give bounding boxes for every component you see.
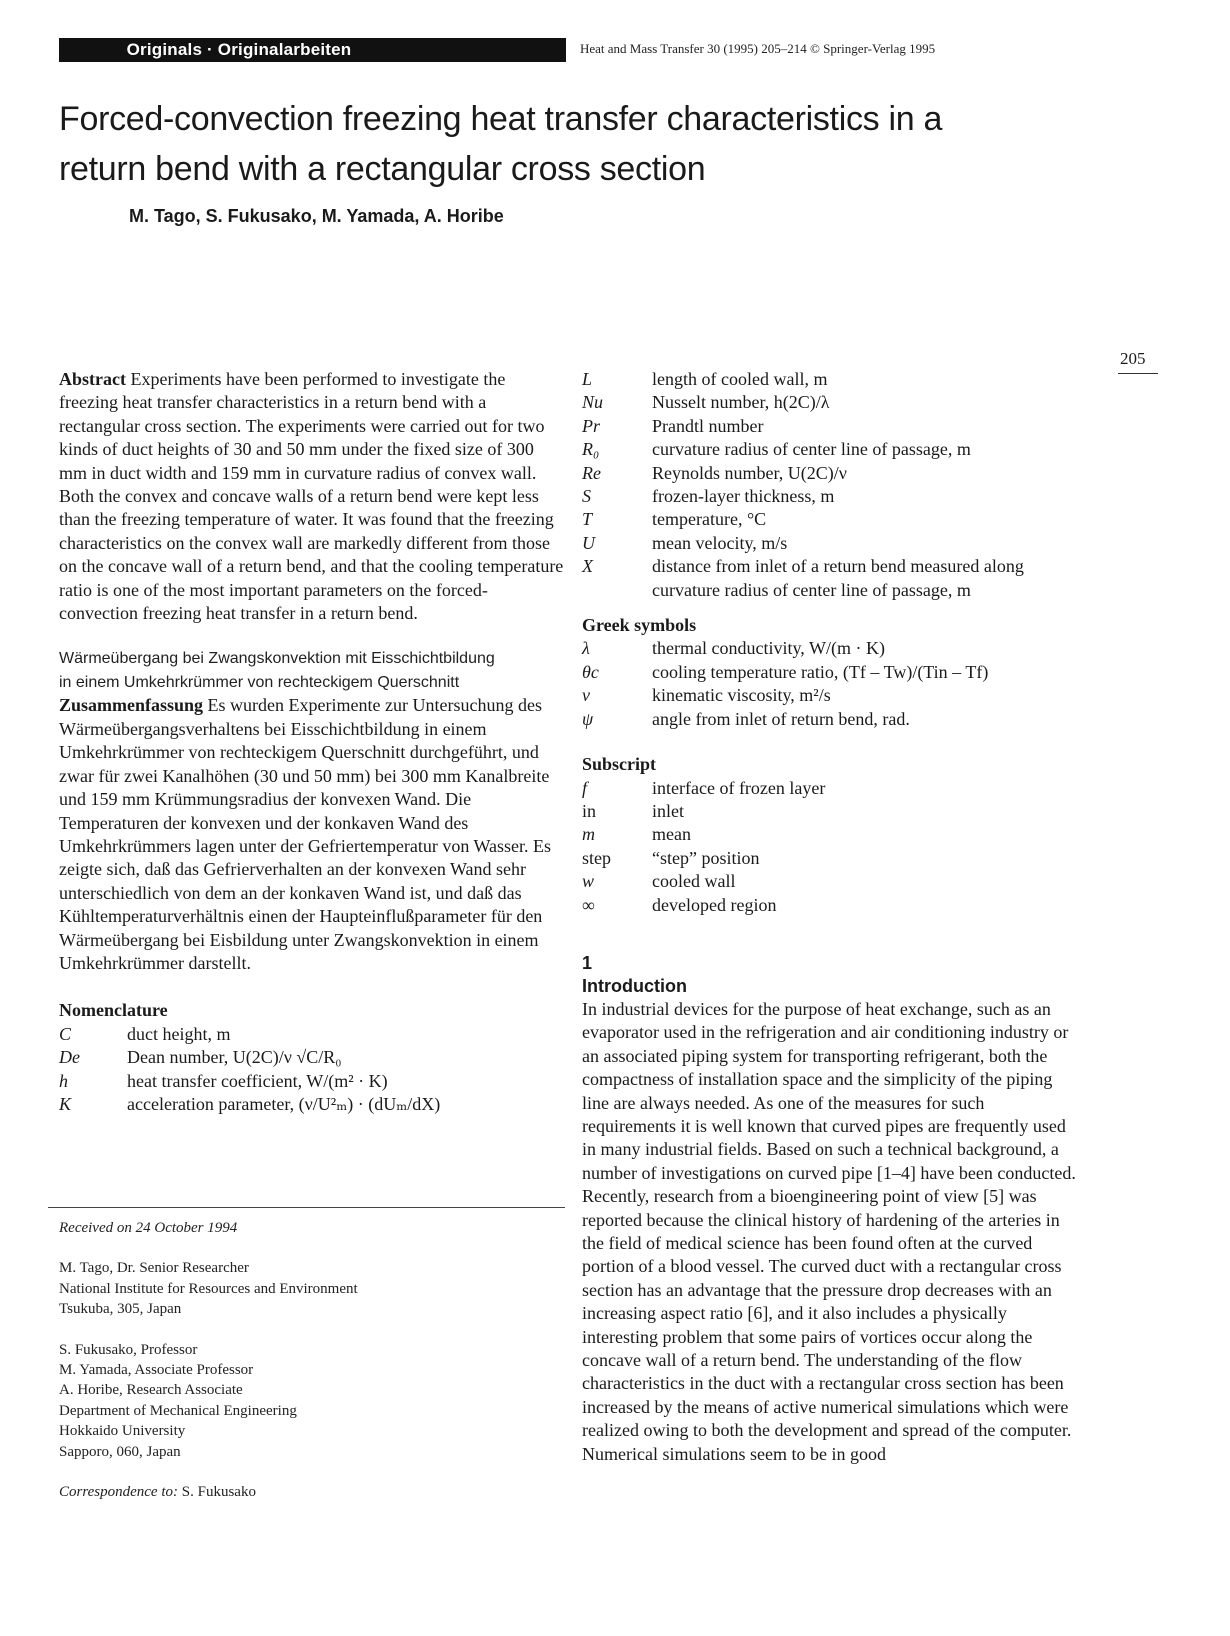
nomenclature-row: [59, 1093, 564, 1116]
subscript-definition: cooled wall: [652, 871, 736, 892]
nomenclature-row: [582, 368, 1082, 391]
article-authors: M. Tago, S. Fukusako, M. Yamada, A. Horibe: [129, 206, 504, 226]
nomenclature-definition: Dean number, U(2C)/ν √C/R₀: [127, 1047, 342, 1068]
greek-symbol: ψ: [582, 708, 594, 729]
nomenclature-symbol: C: [59, 1023, 72, 1044]
nomenclature-row: [59, 1046, 564, 1069]
nomenclature-symbol: Re: [582, 462, 601, 483]
greek-definition: thermal conductivity, W/(m · K): [652, 638, 885, 659]
affiliation-line: Tsukuba, 305, Japan: [59, 1301, 182, 1318]
nomenclature-definition: duct height, m: [127, 1023, 231, 1044]
german-abstract: [59, 694, 564, 975]
page-number: 205: [1120, 349, 1146, 368]
affiliation-line: Sapporo, 060, Japan: [59, 1443, 181, 1460]
left-column: [59, 368, 564, 1116]
nomenclature-row: [59, 1023, 564, 1046]
nomenclature-definition: frozen-layer thickness, m: [652, 486, 835, 507]
subscript-symbol: ∞: [582, 894, 595, 915]
affiliation-line: S. Fukusako, Professor: [59, 1341, 198, 1358]
nomenclature-definition: Prandtl number: [652, 415, 764, 436]
nomenclature-definition: Reynolds number, U(2C)/ν: [652, 462, 847, 483]
correspondence: [59, 1482, 564, 1502]
section-title: Introduction: [582, 975, 687, 996]
affiliation-block: [59, 1258, 564, 1319]
nomenclature-definition: curvature radius of center line of passage, m: [652, 439, 971, 460]
nomenclature-symbol: R₀: [582, 439, 600, 460]
subscript-symbol: step: [582, 847, 611, 868]
nomenclature-row: [582, 391, 1082, 414]
correspondence-name: S. Fukusako: [181, 1484, 256, 1501]
nomenclature-row: [59, 1070, 564, 1093]
subscript-row: [582, 800, 1082, 823]
footnotes: [59, 1218, 564, 1502]
page-number-rule: [1118, 373, 1158, 374]
subscript-symbol: in: [582, 800, 597, 821]
subscript-definition: inlet: [652, 800, 684, 821]
affiliation-line: A. Horibe, Research Associate: [59, 1382, 243, 1399]
nomenclature-symbol: S: [582, 486, 591, 507]
subscript-heading: Subscript: [582, 754, 657, 775]
nomenclature-continued: [582, 368, 1082, 602]
nomenclature-definition: mean velocity, m/s: [652, 532, 788, 553]
subscript-row: [582, 870, 1082, 893]
greek-row: [582, 661, 1082, 684]
greek-row: [582, 684, 1082, 707]
introduction-text: In industrial devices for the purpose of heat exchange, such as an evaporator used in the refrigeration and air conditioning industry or an associated piping system for transporting refrigerant, both the compactness of installation space and the simplicity of the piping line are always needed. As one of the measures for such requirements it is well known that curved pipes are frequently used in many industrial fields. Based on such a technical background, a number of investigations on curved pipe [1–4] have been conducted. Recently, research from a bioengineering point of view [5] was reported because the clinical history of hardening of the arteries in the field of medical science has been found often at the curved portion of a blood vessel. The curved duct with a rectangular cross section has an advantage that the pressure drop decreases with an increasing aspect ratio [6], and it also includes a physically interesting problem that some pairs of vortices occur along the concave wall of a return bend. The understanding of the flow characteristics in the duct with a rectangular cross section has been increased by the means of active numerical simulations which were realized owing to both the development and spread of the computer. Numerical simulations seem to be in good: [582, 998, 1076, 1464]
subscript-row: [582, 777, 1082, 800]
nomenclature-row: [582, 438, 1082, 461]
nomenclature-definition: heat transfer coefficient, W/(m² · K): [127, 1070, 388, 1091]
nomenclature-definition: distance from inlet of a return bend measured along curvature radius of center line of passage, m: [652, 556, 1024, 600]
nomenclature-symbol: U: [582, 532, 595, 553]
affiliation-line: M. Yamada, Associate Professor: [59, 1362, 254, 1379]
subscript-definition: mean: [652, 824, 691, 845]
journal-reference: Heat and Mass Transfer 30 (1995) 205–214 © Springer-Verlag 1995: [580, 41, 936, 56]
article-title: Forced-convection freezing heat transfer characteristics in a return bend with a rectangular cross section: [59, 100, 943, 188]
subscript-symbol: m: [582, 824, 595, 845]
right-column: [582, 368, 1082, 1466]
greek-definition: kinematic viscosity, m²/s: [652, 685, 831, 706]
subscript-row: [582, 847, 1082, 870]
correspondence-label: Correspondence to:: [59, 1484, 179, 1501]
nomenclature-row: [582, 462, 1082, 485]
affiliation-line: Hokkaido University: [59, 1423, 186, 1440]
nomenclature-symbol: X: [582, 556, 593, 577]
section-label: Originals · Originalarbeiten: [126, 40, 352, 59]
affiliation-line: M. Tago, Dr. Senior Researcher: [59, 1260, 249, 1277]
nomenclature-row: [582, 508, 1082, 531]
nomenclature-definition: Nusselt number, h(2C)/λ: [652, 392, 830, 413]
nomenclature-heading: Nomenclature: [59, 1000, 168, 1021]
nomenclature-row: [582, 415, 1082, 438]
greek-definition: angle from inlet of return bend, rad.: [652, 708, 910, 729]
abstract: [59, 368, 564, 625]
nomenclature-row: [582, 485, 1082, 508]
subscript-definition: interface of frozen layer: [652, 777, 826, 798]
german-title-line: in einem Umkehrkrümmer von rechteckigem Querschnitt: [59, 673, 460, 691]
nomenclature-symbol: T: [582, 509, 593, 530]
nomenclature-row: [582, 532, 1082, 555]
nomenclature-definition: temperature, °C: [652, 509, 767, 530]
affiliation-block: [59, 1340, 564, 1462]
greek-symbol: λ: [582, 638, 590, 659]
nomenclature-symbol: K: [59, 1093, 72, 1114]
nomenclature: [59, 999, 564, 1116]
subscript-row: [582, 894, 1082, 917]
subscript-symbol: f: [582, 777, 588, 798]
nomenclature-symbol: De: [59, 1047, 80, 1068]
greek-row: [582, 637, 1082, 660]
subscript-definition: “step” position: [652, 847, 760, 868]
german-abstract-text: Es wurden Experimente zur Untersuchung des Wärmeübergangsverhaltens bei Eisschichtbildung in einem Umkehrkrümmer von rechteckigem Querschnitt durchgeführt, und zwar für zwei Kanalhöhen (30 und 50 mm) bei 300 mm Kanalbreite und 159 mm Krümmungsradius der konvexen Wand. Die Temperaturen der konvexen und der konkaven Wand des Umkehrkrümmers lagen unter der Gefriertemperatur von Wasser. Es zeigte sich, daß das Gefrierverhalten an der konvexen Wand sehr unterschiedlich von dem an der konkaven Wand ist, und daß das Kühltemperaturverhältnis einen der Haupteinflußparameter für den Wärmeübergang bei Eisbildung unter Zwangskonvektion in einem Umkehrkrümmer darstellt.: [59, 695, 552, 973]
greek-heading: Greek symbols: [582, 615, 697, 636]
greek-row: [582, 708, 1082, 731]
german-title-line: Wärmeübergang bei Zwangskonvektion mit Eisschichtbildung: [59, 650, 495, 668]
german-title: [59, 647, 564, 694]
greek-symbols: [582, 614, 1082, 731]
section-number: 1: [582, 952, 593, 973]
footnote-divider: [335, 1207, 565, 1208]
subscript-symbol: w: [582, 871, 595, 892]
affiliation-line: Department of Mechanical Engineering: [59, 1402, 297, 1419]
received-date: Received on 24 October 1994: [59, 1220, 238, 1236]
section-banner: [59, 38, 566, 62]
nomenclature-symbol: Pr: [582, 415, 600, 436]
nomenclature-definition: length of cooled wall, m: [652, 369, 828, 389]
german-abstract-label: Zusammenfassung: [59, 695, 204, 716]
greek-definition: cooling temperature ratio, (Tf – Tw)/(Tin – Tf): [652, 661, 989, 682]
greek-symbol: θc: [582, 661, 599, 682]
greek-symbol: ν: [582, 685, 590, 706]
subscript-row: [582, 823, 1082, 846]
subscript-definition: developed region: [652, 894, 777, 915]
subscripts: [582, 753, 1082, 917]
nomenclature-symbol: h: [59, 1070, 68, 1091]
nomenclature-definition: acceleration parameter, (ν/U²ₘ) · (dUₘ/dX): [127, 1093, 441, 1114]
affiliation-line: National Institute for Resources and Environment: [59, 1280, 358, 1297]
nomenclature-symbol: Nu: [582, 392, 604, 413]
abstract-label: Abstract: [59, 369, 126, 389]
nomenclature-symbol: L: [582, 369, 593, 389]
nomenclature-row: [582, 555, 1082, 602]
abstract-text: Experiments have been performed to investigate the freezing heat transfer characteristics in a return bend with a rectangular cross section. The experiments were carried out for two kinds of duct heights of 30 and 50 mm under the fixed size of 300 mm in duct width and 159 mm in curvature radius of convex wall. Both the convex and concave walls of a return bend were kept less than the freezing temperature of water. It was found that the freezing characteristics on the convex wall are markedly different from those on the concave wall of a return bend, and that the cooling temperature ratio is one of the most important parameters on the forced-convection freezing heat transfer in a return bend.: [59, 369, 564, 624]
